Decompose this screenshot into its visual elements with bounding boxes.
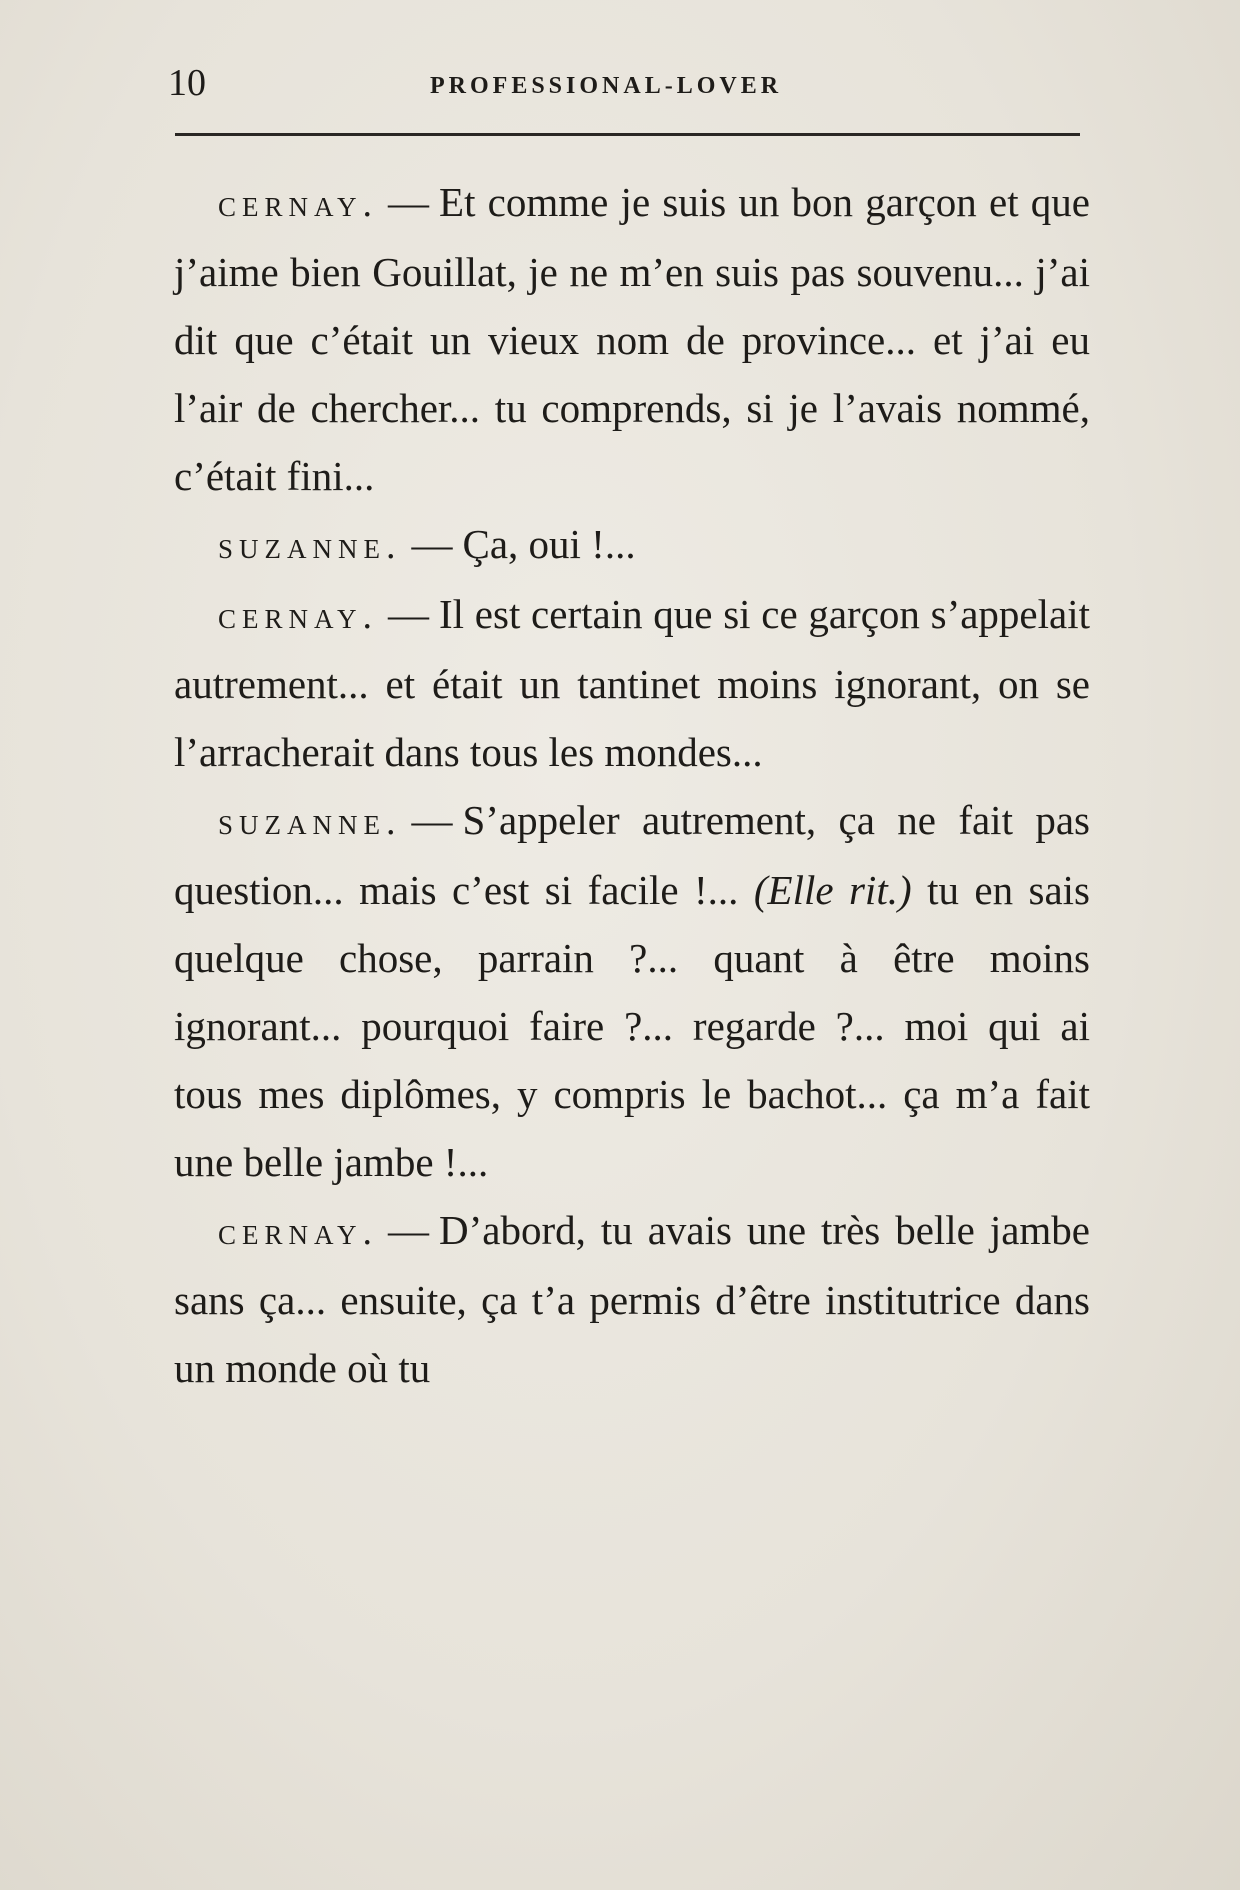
- speech-text: Ça, oui !...: [462, 521, 636, 567]
- speaker-name: suzanne.: [218, 525, 402, 567]
- em-dash: —: [411, 521, 453, 567]
- speech-cernay-3: [174, 1196, 1090, 1402]
- dialogue-text: [174, 168, 1090, 1402]
- page-number: 10: [168, 62, 206, 104]
- em-dash: —: [388, 179, 430, 225]
- speaker-name: suzanne.: [218, 801, 402, 843]
- speech-cernay-1: [174, 168, 1090, 510]
- running-title: PROFESSIONAL-LOVER: [430, 73, 783, 99]
- stage-direction: (Elle rit.): [753, 867, 912, 913]
- speech-suzanne-2: [174, 786, 1090, 1196]
- speaker-name: cernay.: [218, 183, 379, 225]
- em-dash: —: [388, 591, 430, 637]
- speech-text: D’abord, tu avais une très belle jambe sans ça... ensuite, ça t’a permis d’être institutrice dans un monde où tu: [174, 1207, 1090, 1391]
- speaker-name: cernay.: [218, 1211, 379, 1253]
- speech-cernay-2: [174, 580, 1090, 786]
- em-dash: —: [411, 797, 453, 843]
- speech-suzanne-1: [174, 510, 1090, 580]
- speaker-name: cernay.: [218, 595, 379, 637]
- em-dash: —: [388, 1207, 430, 1253]
- speech-text: Et comme je suis un bon garçon et que j’aime bien Gouillat, je ne m’en suis pas souvenu... j’ai dit que c’était un vieux nom de province... et j’ai eu l’air de chercher... tu comprends, si je l’avais nommé, c’était fini...: [174, 179, 1090, 499]
- speech-text: S’appeler autrement, ça ne fait pas question... mais c’est si facile !...: [174, 797, 1090, 913]
- speech-text-continued: tu en sais quelque chose, parrain ?... quant à être moins ignorant... pourquoi faire ?... regarde ?... moi qui ai tous mes diplômes, y compris le bachot... ça m’a fait une belle jambe !...: [174, 867, 1091, 1185]
- speech-text: Il est certain que si ce garçon s’appelait autrement... et était un tantinet moins ignorant, on se l’arracherait dans tous les mondes...: [174, 591, 1090, 775]
- header-rule: [175, 133, 1080, 136]
- running-head: [168, 58, 1080, 108]
